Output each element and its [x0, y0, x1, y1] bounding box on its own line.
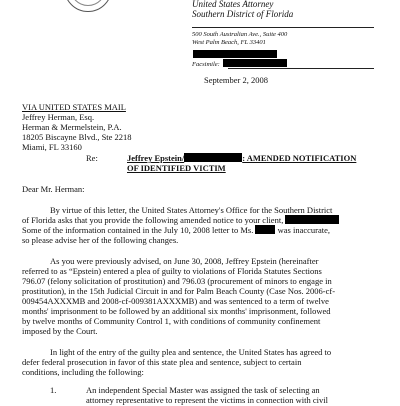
- para2-line8: imposed by the Court.: [22, 326, 98, 336]
- office-address-street: 500 South Australian Ave., Suite 400: [192, 31, 288, 38]
- office-title: United States Attorney: [192, 0, 274, 9]
- facsimile-rule: [228, 68, 374, 69]
- para1-line4: so please advise her of the following changes.: [22, 235, 179, 245]
- para2-line2: referred to as “Epstein) entered a plea of guilty to violations of Florida Statutes Sections: [22, 266, 322, 276]
- para2-line7: by twelve months of Community Control 1, with conditions of community confinement: [22, 316, 321, 326]
- facsimile-label: Facsimile:: [192, 61, 220, 68]
- item1-number: 1.: [50, 385, 57, 395]
- item1-line1: An independent Special Master was assigned the task of selecting an: [86, 385, 320, 395]
- para3-line1: In light of the entry of the guilty plea and sentence, the United States has agreed to: [50, 347, 332, 357]
- recipient-name: Jeffrey Herman, Esq.: [22, 112, 95, 122]
- redaction-phone: [193, 50, 277, 58]
- para2-line4: prostitution), in the 15th Judicial Circuit in and for Palm Beach County (Case Nos. 2006-cf-: [22, 286, 336, 296]
- para2-line3: 796.07 (felony solicitation of prostitution) and 796.03 (procurement of minors to engage in: [22, 276, 332, 286]
- subject-title-continued: OF IDENTIFIED VICTIM: [127, 163, 226, 173]
- para1-line2-text: of Florida asks that you provide the following amended notice to your client,: [22, 215, 284, 225]
- subject-name: Jeffrey Epstein/: [127, 153, 185, 163]
- recipient-firm: Herman & Mermelstein, P.A.: [22, 122, 122, 132]
- para2-line1: As you were previously advised, on June 30, 2008, Jeffrey Epstein (hereinafter: [50, 256, 319, 266]
- para1-line1: By virtue of this letter, the United States Attorney's Office for the Southern District: [50, 205, 333, 215]
- district-name: Southern District of Florida: [192, 9, 294, 19]
- subject-title: : AMENDED NOTIFICATION: [242, 153, 357, 163]
- subject-line: [127, 153, 356, 164]
- office-address-city: West Palm Beach, FL 33401: [192, 39, 266, 46]
- para3-line2: defer federal prosecution in favor of this state plea and sentence, subject to certain: [22, 357, 302, 367]
- letter-date: September 2, 2008: [204, 75, 268, 85]
- para1-line2: [22, 215, 339, 226]
- redaction-victim-name: [255, 225, 275, 234]
- delivery-method: VIA UNITED STATES MAIL: [22, 102, 126, 112]
- salutation: Dear Mr. Herman:: [22, 184, 85, 194]
- recipient-city: Miami, FL 33160: [22, 142, 82, 152]
- para2-line5: 009454AXXXMB and 2008-cf-009381AXXXMB) and was sentenced to a term of twelve: [22, 296, 329, 306]
- department-seal: [64, 0, 112, 12]
- item1-line2: attorney representative to represent the victims in connection with civil: [86, 395, 328, 405]
- para1-line3: [22, 225, 330, 236]
- para2-line6: months' imprisonment to be followed by an additional six months' imprisonment, followed: [22, 306, 331, 316]
- redaction-client: [285, 215, 339, 224]
- redaction-fax: [223, 59, 287, 67]
- para3-line3: conditions, including the following:: [22, 367, 144, 377]
- letterhead-rule: [192, 27, 374, 28]
- para1-line3-end: was inaccurate,: [277, 225, 330, 235]
- para1-line3-text: Some of the information contained in the July 10, 2008 letter to Ms.: [22, 225, 254, 235]
- recipient-street: 18205 Biscayne Blvd., Ste 2218: [22, 132, 132, 142]
- re-label: Re:: [86, 153, 98, 163]
- redaction-subject: [184, 153, 242, 162]
